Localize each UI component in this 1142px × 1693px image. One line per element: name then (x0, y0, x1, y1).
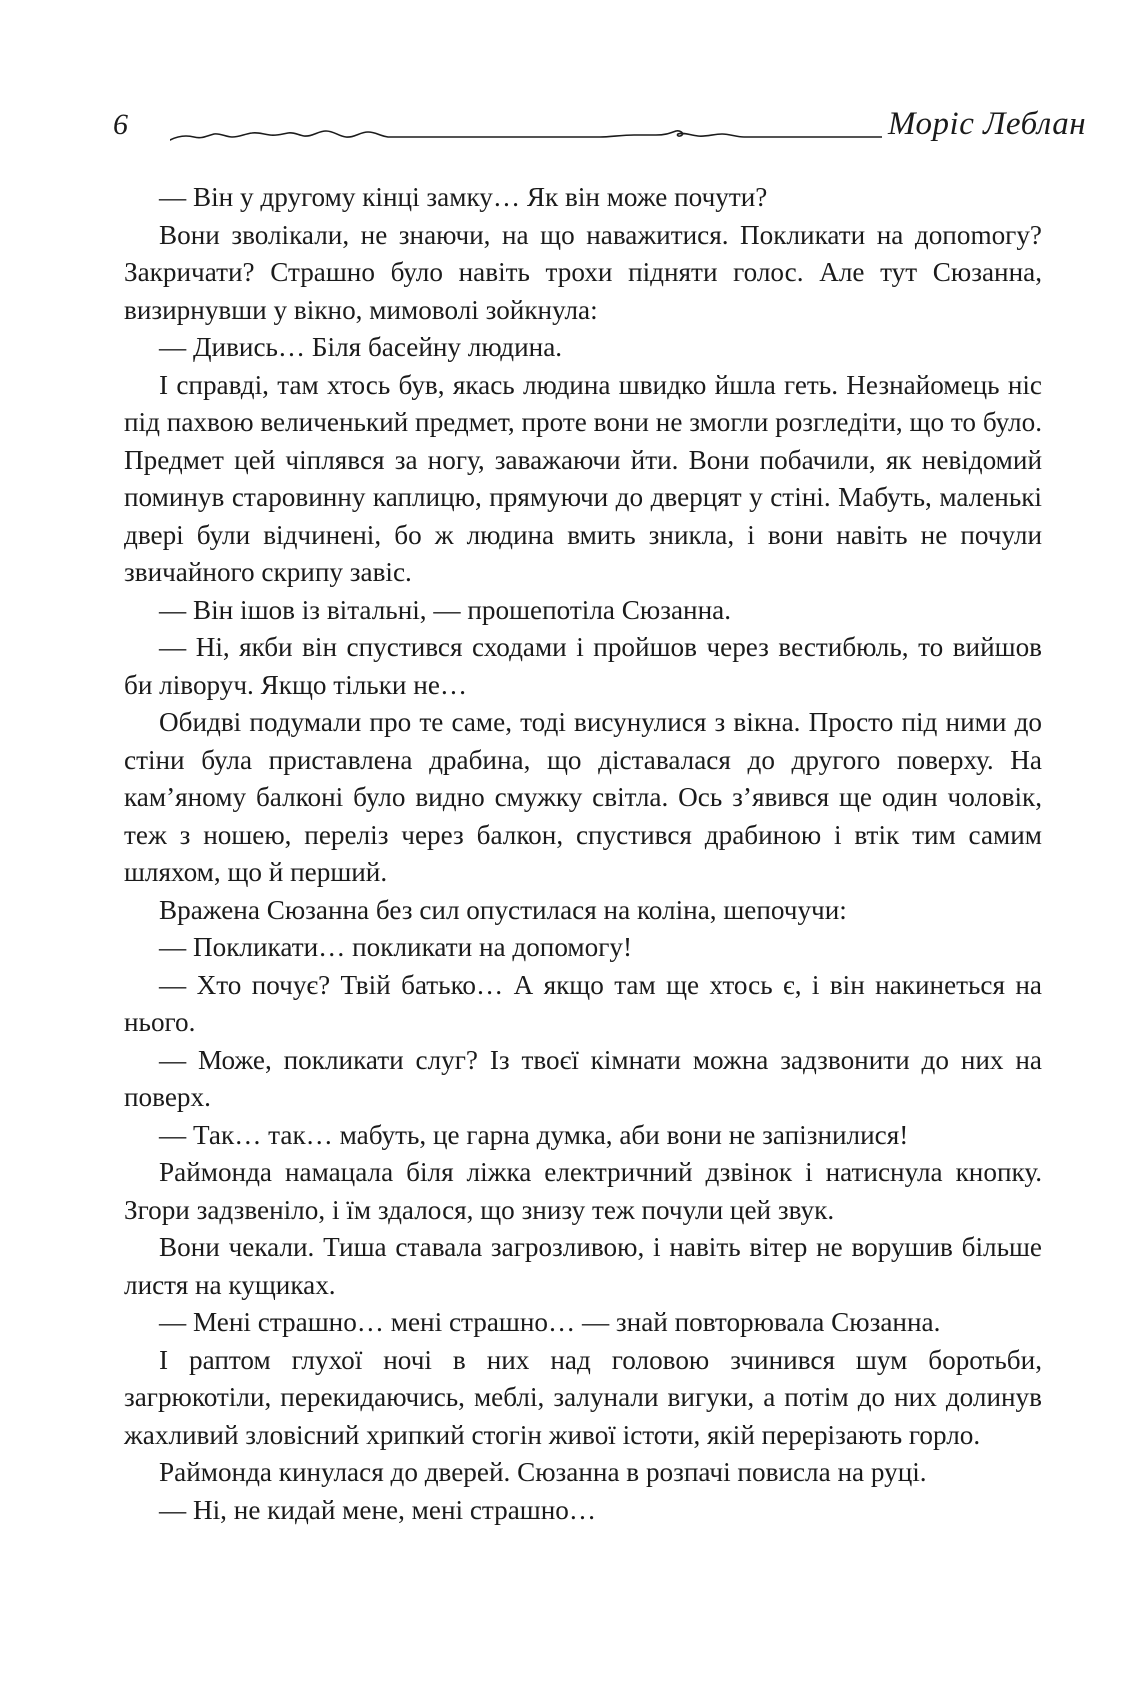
paragraph: — Хто почує? Твій батько… А якщо там ще хтось є, і він накинеться на нього. (124, 969, 1042, 1037)
paragraph: — Він у другому кінці замку… Як він може почути? (159, 182, 768, 212)
paragraph: Вражена Сюзанна без сил опустилася на коліна, шепочучи: (159, 894, 847, 925)
paragraph: — Дивись… Біля басейну людина. (159, 332, 563, 362)
paragraph: Обидві подумали про те саме, тоді висунулися з вікна. Просто під ними до стіни була приставлена драбина, що діставалася до другого поверху. На кам’яному балконі було видно смужку світла. Ось з’явився ще один чоловік, теж з ношею, переліз через балкон, спустився драбиною і втік тим самим шляхом, що й перший. (124, 707, 1042, 887)
paragraph: — Може, покликати слуг? Із твоєї кімнати можна задзвонити до них на поверх. (124, 1044, 1042, 1112)
author-name: Моріс Леблан (888, 106, 1087, 142)
header-ornament-line (170, 122, 882, 152)
paragraph: І раптом глухої ночі в них над головою зчинився шум боротьби, загрюкотіли, перекидаючись, меблі, залунали вигуки, а потім до них долинув жахливий зловісний хрипкий стогін живої істоти, якій перерізають горло. (124, 1344, 1042, 1450)
paragraph: — Ні, не кидай мене, мені страшно… (159, 1494, 597, 1525)
page-number: 6 (113, 108, 128, 141)
paragraph: Раймонда намацала біля ліжка електричний дзвінок і натиснула кнопку. Згори задзвеніло, і їм здалося, що знизу теж почули цей звук. (124, 1157, 1042, 1225)
paragraph: — Так… так… мабуть, це гарна думка, аби вони не запізнилися! (159, 1119, 909, 1150)
paragraph: Вони зволікали, не знаючи, на що наважитися. Покликати на допоmогу? Закричати? Страшно було навіть трохи підняти голос. Але тут Сюзанна, визирнувши у вікно, мимоволі зойкнула: (124, 219, 1042, 325)
paragraph: І справді, там хтось був, якась людина швидко йшла геть. Незнайомець ніс під пахвою величенький предмет, проте вони не змогли розгледіти, що то було. Предмет цей чіплявся за ногу, заважаючи йти. Вони побачили, як невідомий поминув старовинну каплицю, прямуючи до дверцят у стіні. Мабуть, маленькі двері були відчинені, бо ж людина вмить зникла, і вони навіть не почули звичайного скрипу завіс. (124, 369, 1042, 587)
paragraph: — Він ішов із вітальні, — прошепотіла Сюзанна. (159, 594, 731, 625)
paragraph: Раймонда кинулася до дверей. Сюзанна в розпачі повисла на руці. (159, 1457, 927, 1487)
paragraph: — Ні, якби він спустився сходами і пройшов через вестибюль, то вийшов би ліворуч. Якщо тільки не… (124, 632, 1042, 700)
paragraph: — Мені страшно… мені страшно… — знай повторювала Сюзанна. (159, 1307, 941, 1337)
body-text (124, 179, 1042, 1529)
paragraph: — Покликати… покликати на допомогу! (159, 932, 633, 962)
paragraph: Вони чекали. Тиша ставала загрозливою, і навіть вітер не ворушив більше листя на кущиках. (124, 1232, 1042, 1300)
running-head (0, 100, 1142, 160)
